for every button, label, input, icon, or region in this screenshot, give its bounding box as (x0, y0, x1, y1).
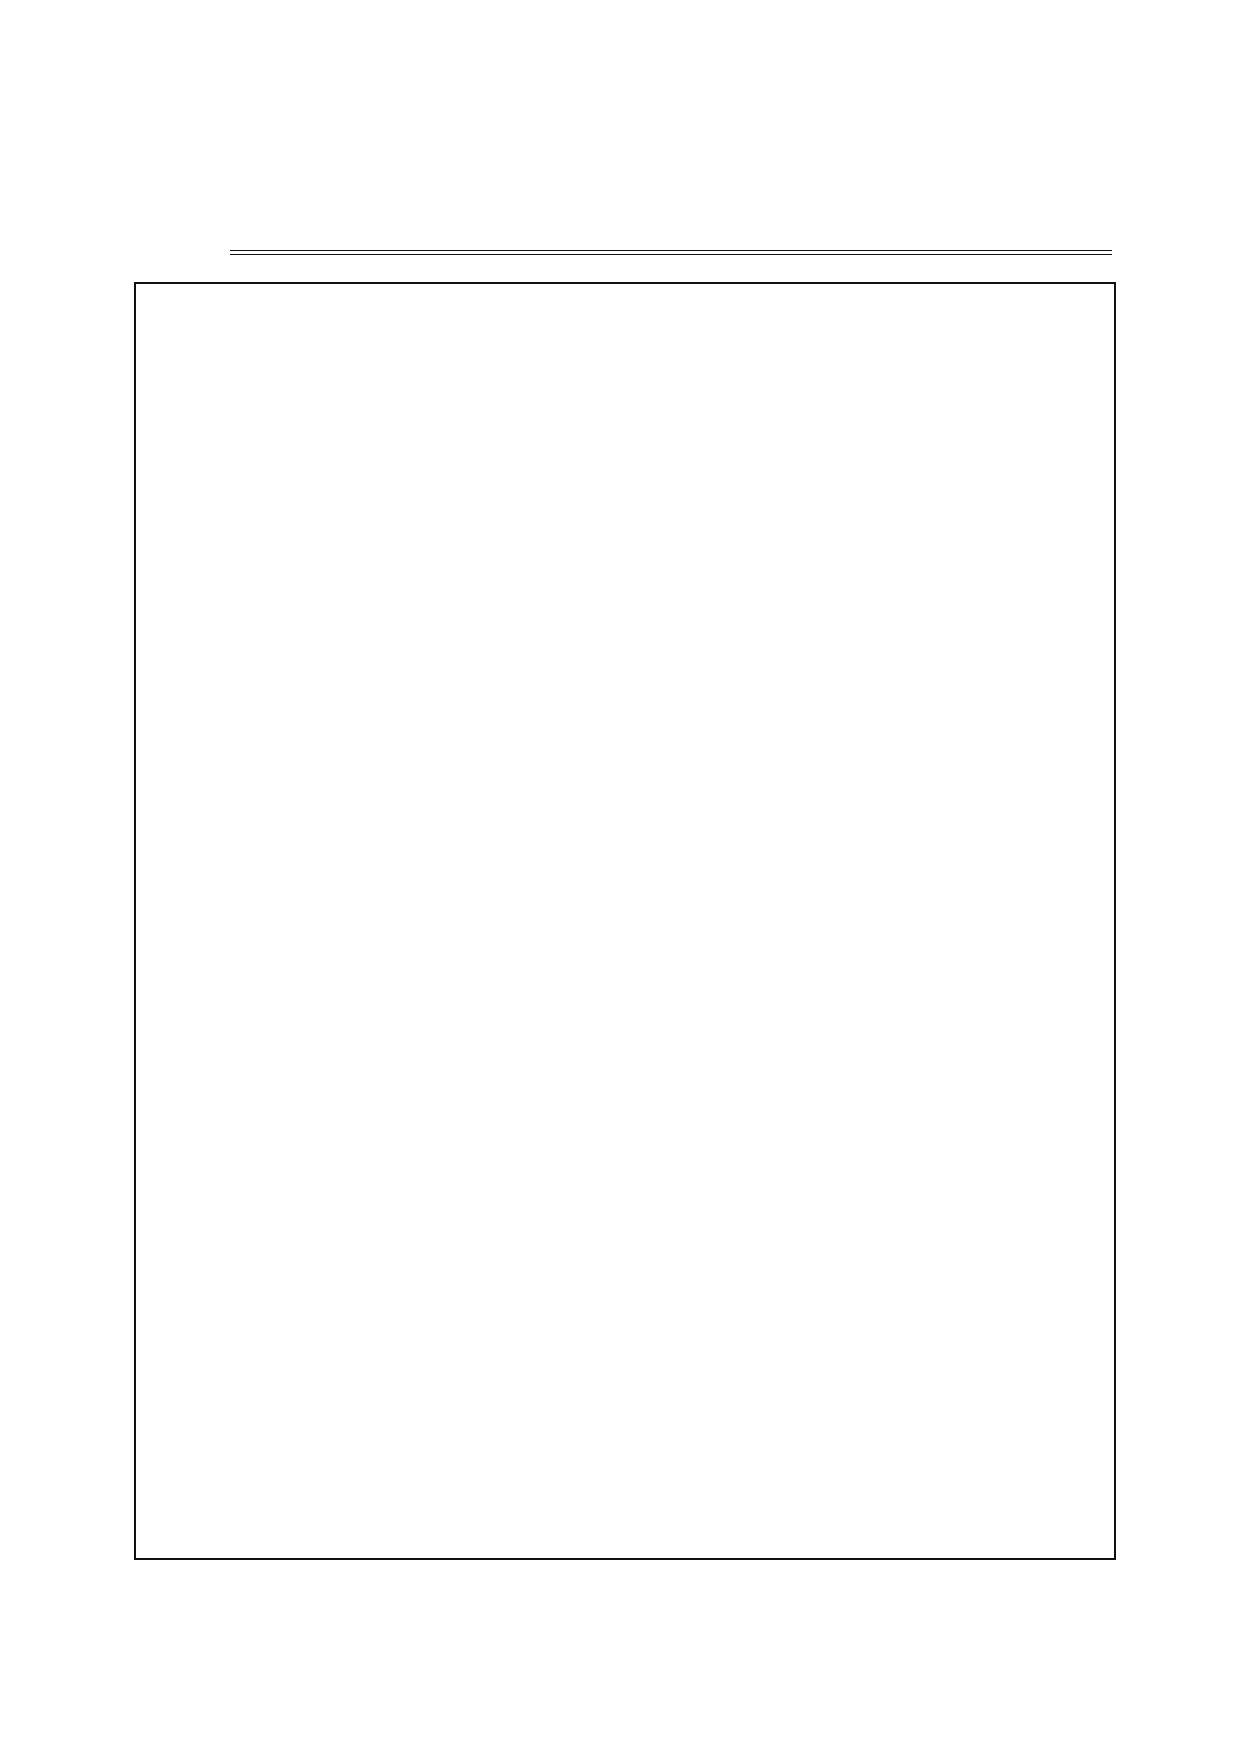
title-underline (230, 250, 1112, 251)
title-underline-thin (230, 254, 1112, 255)
guidance-plan-table (134, 282, 1116, 1560)
